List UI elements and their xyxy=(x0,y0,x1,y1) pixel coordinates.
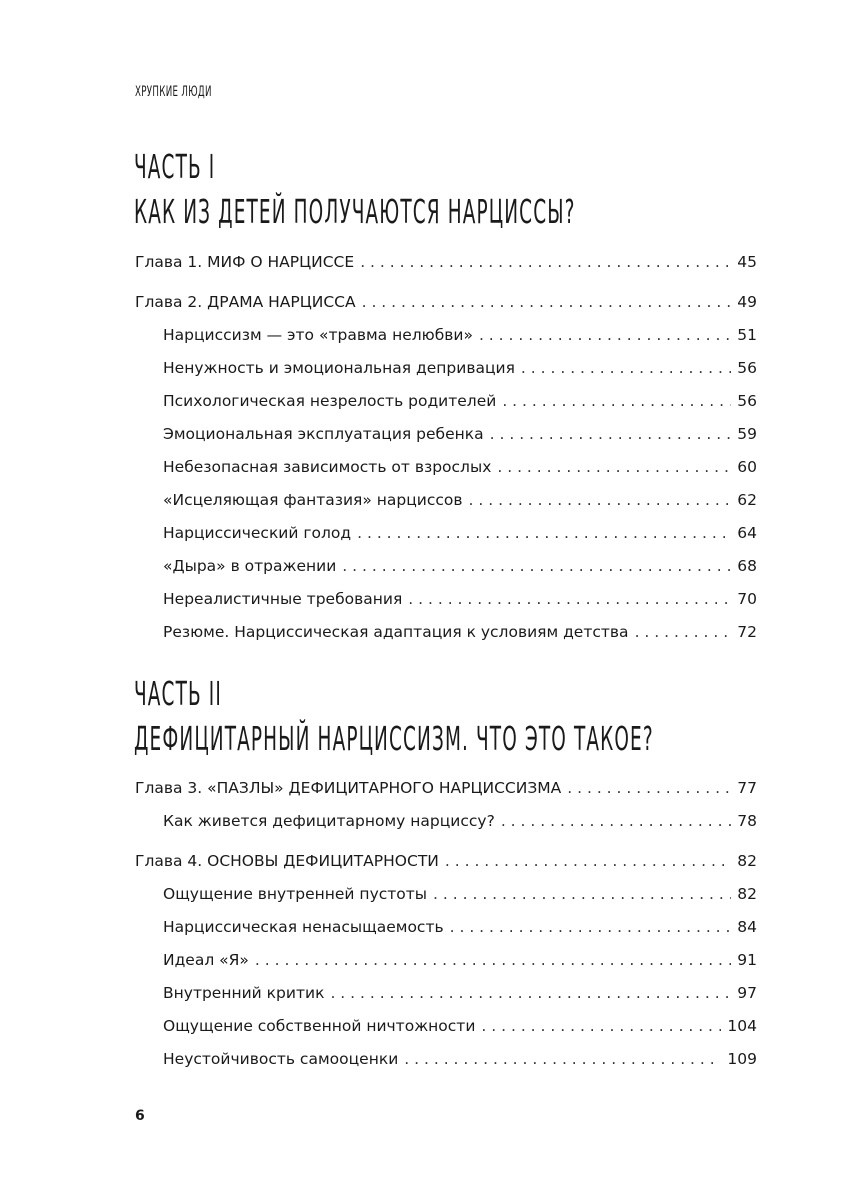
toc-page-number: 56 xyxy=(737,359,757,377)
part-2-heading xyxy=(134,671,654,761)
toc-section-entry xyxy=(135,1050,757,1083)
toc-section-entry xyxy=(135,623,757,656)
toc-entry-title: Нарциссический голод xyxy=(163,524,352,542)
toc-dot-leader xyxy=(469,491,732,509)
toc-dot-leader xyxy=(635,623,732,641)
toc-page-number: 62 xyxy=(737,491,757,509)
toc-page-number: 84 xyxy=(737,918,757,936)
toc-entry-title: «Дыра» в отражении xyxy=(163,557,337,575)
toc-dot-leader xyxy=(502,392,731,410)
toc-page-number: 70 xyxy=(737,590,757,608)
toc-page-number: 97 xyxy=(737,984,757,1002)
toc-section-entry xyxy=(135,557,757,590)
toc-dot-leader xyxy=(404,1050,721,1068)
toc-dot-leader xyxy=(362,293,732,311)
toc-entry-title: Резюме. Нарциссическая адаптация к условиям детства xyxy=(163,623,629,641)
toc-page-number: 49 xyxy=(737,293,757,311)
page-number: 6 xyxy=(135,1108,145,1124)
toc-section-entry xyxy=(135,359,757,392)
toc-section-entry xyxy=(135,812,757,845)
toc-dot-leader xyxy=(481,1017,721,1035)
toc-section-entry xyxy=(135,918,757,951)
toc-page-number: 104 xyxy=(727,1017,757,1035)
toc-entry-title: Внутренний критик xyxy=(163,984,325,1002)
toc-section-entry xyxy=(135,425,757,458)
toc-entry-title: Нарциссическая ненасыщаемость xyxy=(163,918,444,936)
toc-entry-title: Идеал «Я» xyxy=(163,951,249,969)
toc-entry-title: Неустойчивость самооценки xyxy=(163,1050,399,1068)
toc-dot-leader xyxy=(450,918,732,936)
toc-dot-leader xyxy=(255,951,731,969)
toc-dot-leader xyxy=(497,458,731,476)
toc-entry-title: Ненужность и эмоциональная депривация xyxy=(163,359,515,377)
toc-page-number: 59 xyxy=(737,425,757,443)
toc-entry-title: Нереалистичные требования xyxy=(163,590,403,608)
toc-chapter-entry xyxy=(135,779,757,812)
toc-section-entry xyxy=(135,458,757,491)
part-1-heading xyxy=(134,144,576,234)
toc-section-entry xyxy=(135,491,757,524)
toc-section-entry xyxy=(135,984,757,1017)
toc-section-entry xyxy=(135,951,757,984)
toc-section-entry xyxy=(135,590,757,623)
toc-entry-title: Небезопасная зависимость от взрослых xyxy=(163,458,492,476)
toc-dot-leader xyxy=(445,852,731,870)
toc-entry-title: Как живется дефицитарному нарциссу? xyxy=(163,812,495,830)
toc-dot-leader xyxy=(479,326,731,344)
toc-entry-title: Эмоциональная эксплуатация ребенка xyxy=(163,425,484,443)
toc-entry-title: Глава 1. МИФ О НАРЦИССЕ xyxy=(135,253,355,271)
toc-chapter-entry xyxy=(135,253,757,286)
toc-entry-title: Глава 2. ДРАМА НАРЦИССА xyxy=(135,293,356,311)
toc-dot-leader xyxy=(433,885,731,903)
toc-dot-leader xyxy=(501,812,731,830)
toc-dot-leader xyxy=(408,590,731,608)
toc-entry-title: Психологическая незрелость родителей xyxy=(163,392,497,410)
toc-page-number: 51 xyxy=(737,326,757,344)
toc-entry-title: Ощущение внутренней пустоты xyxy=(163,885,428,903)
toc-dot-leader xyxy=(521,359,731,377)
part-2-toc xyxy=(135,779,757,1083)
toc-chapter-entry xyxy=(135,852,757,885)
toc-entry-title: Ощущение собственной ничтожности xyxy=(163,1017,476,1035)
toc-page-number: 64 xyxy=(737,524,757,542)
toc-page-number: 68 xyxy=(737,557,757,575)
toc-dot-leader xyxy=(567,779,731,797)
toc-page-number: 82 xyxy=(737,852,757,870)
toc-entry-title: Глава 4. ОСНОВЫ ДЕФИЦИТАРНОСТИ xyxy=(135,852,439,870)
toc-page-number: 91 xyxy=(737,951,757,969)
toc-entry-title: «Исцеляющая фантазия» нарциссов xyxy=(163,491,463,509)
toc-section-entry xyxy=(135,392,757,425)
toc-page-number: 60 xyxy=(737,458,757,476)
toc-page-number: 78 xyxy=(737,812,757,830)
toc-section-entry xyxy=(135,326,757,359)
running-head: ХРУПКИЕ ЛЮДИ xyxy=(135,84,212,100)
toc-section-entry xyxy=(135,885,757,918)
toc-page-number: 72 xyxy=(737,623,757,641)
toc-dot-leader xyxy=(490,425,732,443)
toc-section-entry xyxy=(135,1017,757,1050)
toc-section-entry xyxy=(135,524,757,557)
toc-page-number: 45 xyxy=(737,253,757,271)
toc-chapter-entry xyxy=(135,293,757,326)
part-1-toc xyxy=(135,253,757,656)
toc-entry-title: Глава 3. «ПАЗЛЫ» ДЕФИЦИТАРНОГО НАРЦИССИЗМА xyxy=(135,779,562,797)
toc-dot-leader xyxy=(330,984,731,1002)
toc-dot-leader xyxy=(360,253,731,271)
part-2-title: ДЕФИЦИТАРНЫЙ НАРЦИССИЗМ. ЧТО ЭТО ТАКОЕ? xyxy=(134,719,654,758)
part-1-label: ЧАСТЬ I xyxy=(134,147,216,186)
toc-entry-title: Нарциссизм — это «травма нелюбви» xyxy=(163,326,473,344)
toc-page-number: 56 xyxy=(737,392,757,410)
toc-page-number: 77 xyxy=(737,779,757,797)
toc-dot-leader xyxy=(342,557,731,575)
toc-page-number: 109 xyxy=(727,1050,757,1068)
part-1-title: КАК ИЗ ДЕТЕЙ ПОЛУЧАЮТСЯ НАРЦИССЫ? xyxy=(134,192,576,231)
part-2-label: ЧАСТЬ II xyxy=(134,674,222,713)
toc-dot-leader xyxy=(357,524,731,542)
toc-page-number: 82 xyxy=(737,885,757,903)
